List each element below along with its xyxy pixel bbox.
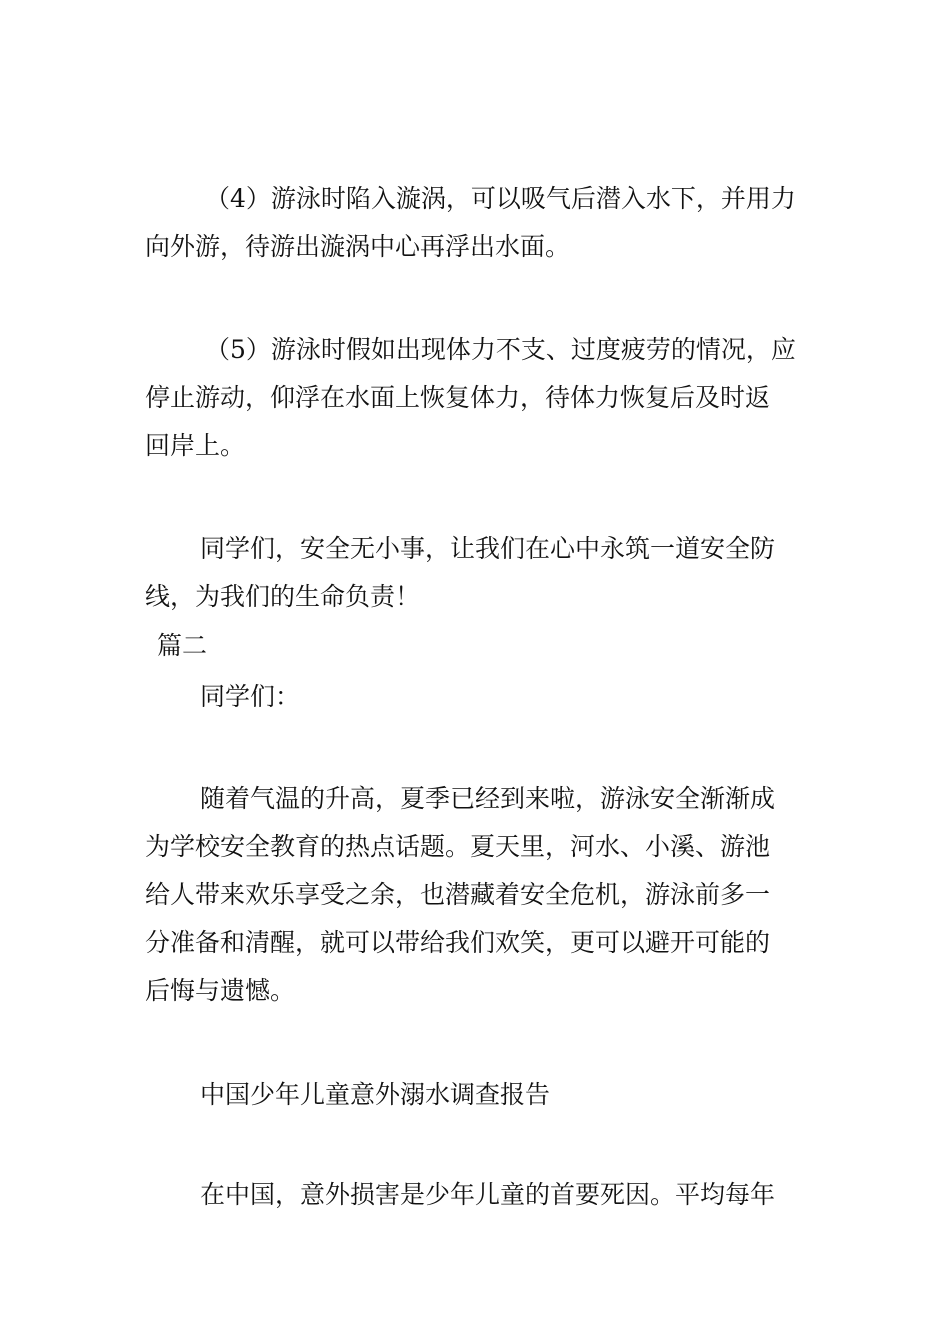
text-line: （4）游泳时陷入漩涡，可以吸气后潜入水下，并用力 — [205, 184, 796, 213]
text-line: 同学们： — [200, 682, 301, 711]
paragraph-fatigue-tip — [145, 326, 810, 470]
paragraph-summer-intro — [145, 775, 810, 1015]
text-line: 给人带来欢乐享受之余，也潜藏着安全危机，游泳前多一 — [145, 880, 771, 909]
paragraph-whirlpool-tip — [145, 175, 810, 271]
greeting — [145, 673, 810, 721]
text-line: 在中国，意外损害是少年儿童的首要死因。平均每年 — [200, 1180, 776, 1209]
section-label: 篇二 — [157, 631, 208, 660]
text-line: 分准备和清醒，就可以带给我们欢笑，更可以避开可能的 — [145, 928, 771, 957]
text-line: 向外游，待游出漩涡中心再浮出水面。 — [145, 232, 571, 261]
paragraph-safety-closing — [145, 525, 810, 621]
text-line: 随着气温的升高，夏季已经到来啦，游泳安全渐渐成 — [200, 784, 776, 813]
text-line: 中国少年儿童意外溺水调查报告 — [200, 1080, 551, 1109]
text-line: 线，为我们的生命负责！ — [145, 582, 421, 611]
text-line: （5）游泳时假如出现体力不支、过度疲劳的情况，应 — [205, 335, 796, 364]
text-line: 同学们，安全无小事，让我们在心中永筑一道安全防 — [200, 534, 776, 563]
text-line: 停止游动，仰浮在水面上恢复体力，待体力恢复后及时返 — [145, 383, 771, 412]
text-line: 为学校安全教育的热点话题。夏天里，河水、小溪、游池 — [145, 832, 771, 861]
paragraph-report-start — [145, 1171, 810, 1219]
report-title — [145, 1071, 810, 1119]
text-line: 后悔与遗憾。 — [145, 976, 296, 1005]
text-line: 回岸上。 — [145, 431, 246, 460]
